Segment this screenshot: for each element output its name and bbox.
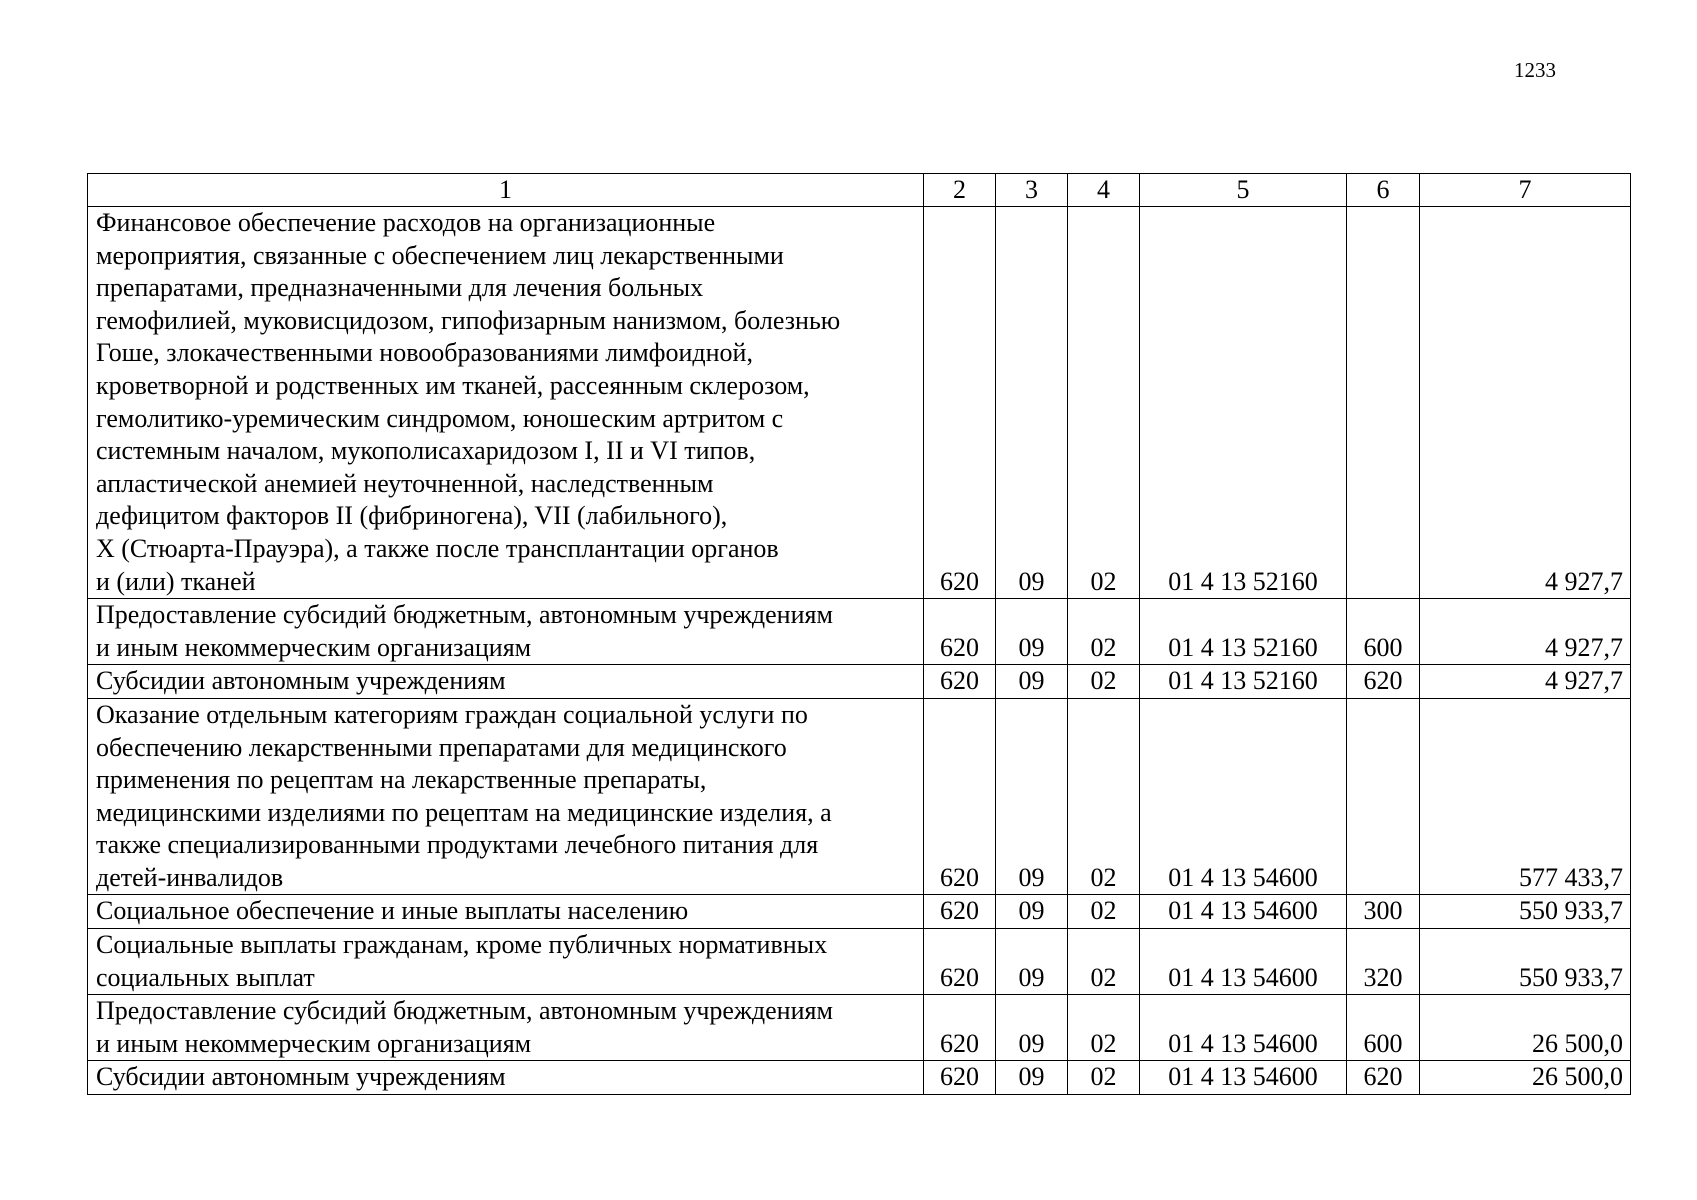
row-name-line: обеспечению лекарственными препаратами для медицинского — [96, 732, 787, 762]
table-row — [88, 995, 1631, 1061]
amount-cell: 4 927,7 — [1420, 207, 1631, 599]
row-name-cell — [88, 698, 924, 895]
header-cell-col2: 2 — [924, 174, 996, 207]
row-name-line: апластической анемией неуточненной, наследственным — [96, 468, 714, 498]
row-name-line: Финансовое обеспечение расходов на организационные — [96, 208, 716, 237]
table-row — [88, 207, 1631, 599]
target-article-cell: 01 4 13 54600 — [1140, 929, 1347, 995]
table-row — [88, 665, 1631, 699]
row-name-line: гемофилией, муковисцидозом, гипофизарным нанизмом, болезнью — [96, 305, 841, 335]
subsection-code-cell: 02 — [1068, 207, 1140, 599]
table-row — [88, 929, 1631, 995]
row-name-line: Социальные выплаты гражданам, кроме публичных нормативных — [96, 930, 828, 960]
ministry-code-cell: 620 — [924, 665, 996, 699]
ministry-code-cell: 620 — [924, 929, 996, 995]
expense-type-cell: 320 — [1347, 929, 1420, 995]
expense-type-cell — [1347, 207, 1420, 599]
ministry-code-cell: 620 — [924, 207, 996, 599]
table-body — [88, 207, 1631, 1095]
target-article-cell: 01 4 13 54600 — [1140, 698, 1347, 895]
section-code-cell: 09 — [996, 599, 1068, 665]
subsection-code-cell: 02 — [1068, 995, 1140, 1061]
amount-cell: 550 933,7 — [1420, 895, 1631, 929]
target-article-cell: 01 4 13 52160 — [1140, 599, 1347, 665]
target-article-cell: 01 4 13 54600 — [1140, 995, 1347, 1061]
expense-type-cell — [1347, 698, 1420, 895]
subsection-code-cell: 02 — [1068, 698, 1140, 895]
section-code-cell: 09 — [996, 895, 1068, 929]
expense-type-cell: 620 — [1347, 665, 1420, 699]
row-name-cell — [88, 995, 924, 1061]
row-name-line: детей-инвалидов — [96, 862, 284, 892]
row-name-line: системным началом, мукополисахаридозом I, II и VI типов, — [96, 436, 756, 466]
row-name-cell — [88, 895, 924, 929]
header-cell-col3: 3 — [996, 174, 1068, 207]
table-row — [88, 698, 1631, 895]
section-code-cell: 09 — [996, 995, 1068, 1061]
row-name-line: Социальное обеспечение и иные выплаты населению — [96, 896, 689, 926]
section-code-cell: 09 — [996, 698, 1068, 895]
header-cell-col1: 1 — [88, 174, 924, 207]
subsection-code-cell: 02 — [1068, 665, 1140, 699]
row-name-line: социальных выплат — [96, 962, 315, 992]
row-name-line: X (Стюарта-Прауэра), а также после трансплантации органов — [96, 533, 779, 563]
row-name-line: Субсидии автономным учреждениям — [96, 1062, 506, 1092]
budget-table — [87, 173, 1631, 1095]
header-row — [88, 174, 1631, 207]
row-name-line: и иным некоммерческим организациям — [96, 632, 532, 662]
ministry-code-cell: 620 — [924, 895, 996, 929]
row-name-cell — [88, 665, 924, 699]
ministry-code-cell: 620 — [924, 599, 996, 665]
subsection-code-cell: 02 — [1068, 929, 1140, 995]
row-name-line: гемолитико-уремическим синдромом, юношеским артритом с — [96, 403, 784, 433]
amount-cell: 550 933,7 — [1420, 929, 1631, 995]
amount-cell: 577 433,7 — [1420, 698, 1631, 895]
row-name-line: Предоставление субсидий бюджетным, автономным учреждениям — [96, 600, 833, 630]
table-row — [88, 599, 1631, 665]
target-article-cell: 01 4 13 54600 — [1140, 1061, 1347, 1095]
page-number: 1233 — [1514, 58, 1556, 82]
expense-type-cell: 600 — [1347, 995, 1420, 1061]
row-name-line: медицинскими изделиями по рецептам на медицинские изделия, а — [96, 797, 832, 827]
row-name-line: кроветворной и родственных им тканей, рассеянным склерозом, — [96, 370, 810, 400]
row-name-line: Предоставление субсидий бюджетным, автономным учреждениям — [96, 996, 833, 1026]
section-code-cell: 09 — [996, 1061, 1068, 1095]
expense-type-cell: 600 — [1347, 599, 1420, 665]
target-article-cell: 01 4 13 52160 — [1140, 665, 1347, 699]
ministry-code-cell: 620 — [924, 995, 996, 1061]
amount-cell: 26 500,0 — [1420, 995, 1631, 1061]
subsection-code-cell: 02 — [1068, 599, 1140, 665]
section-code-cell: 09 — [996, 665, 1068, 699]
header-cell-col4: 4 — [1068, 174, 1140, 207]
header-cell-col5: 5 — [1140, 174, 1347, 207]
target-article-cell: 01 4 13 52160 — [1140, 207, 1347, 599]
expense-type-cell: 620 — [1347, 1061, 1420, 1095]
row-name-line: также специализированными продуктами лечебного питания для — [96, 830, 819, 860]
ministry-code-cell: 620 — [924, 1061, 996, 1095]
row-name-cell — [88, 1061, 924, 1095]
row-name-line: применения по рецептам на лекарственные препараты, — [96, 765, 707, 795]
ministry-code-cell: 620 — [924, 698, 996, 895]
header-cell-col7: 7 — [1420, 174, 1631, 207]
row-name-line: дефицитом факторов II (фибриногена), VII (лабильного), — [96, 501, 728, 531]
row-name-line: Гоше, злокачественными новообразованиями лимфоидной, — [96, 338, 753, 368]
row-name-line: мероприятия, связанные с обеспечением лиц лекарственными — [96, 240, 784, 270]
row-name-line: и иным некоммерческим организациям — [96, 1028, 532, 1058]
row-name-cell — [88, 599, 924, 665]
row-name-line: и (или) тканей — [96, 566, 256, 596]
amount-cell: 4 927,7 — [1420, 665, 1631, 699]
amount-cell: 4 927,7 — [1420, 599, 1631, 665]
subsection-code-cell: 02 — [1068, 1061, 1140, 1095]
expense-type-cell: 300 — [1347, 895, 1420, 929]
section-code-cell: 09 — [996, 207, 1068, 599]
row-name-cell — [88, 929, 924, 995]
amount-cell: 26 500,0 — [1420, 1061, 1631, 1095]
table-row — [88, 895, 1631, 929]
target-article-cell: 01 4 13 54600 — [1140, 895, 1347, 929]
row-name-line: Субсидии автономным учреждениям — [96, 666, 506, 696]
section-code-cell: 09 — [996, 929, 1068, 995]
table-row — [88, 1061, 1631, 1095]
header-cell-col6: 6 — [1347, 174, 1420, 207]
row-name-line: препаратами, предназначенными для лечения больных — [96, 273, 704, 303]
subsection-code-cell: 02 — [1068, 895, 1140, 929]
row-name-cell — [88, 207, 924, 599]
row-name-line: Оказание отдельным категориям граждан социальной услуги по — [96, 699, 808, 729]
